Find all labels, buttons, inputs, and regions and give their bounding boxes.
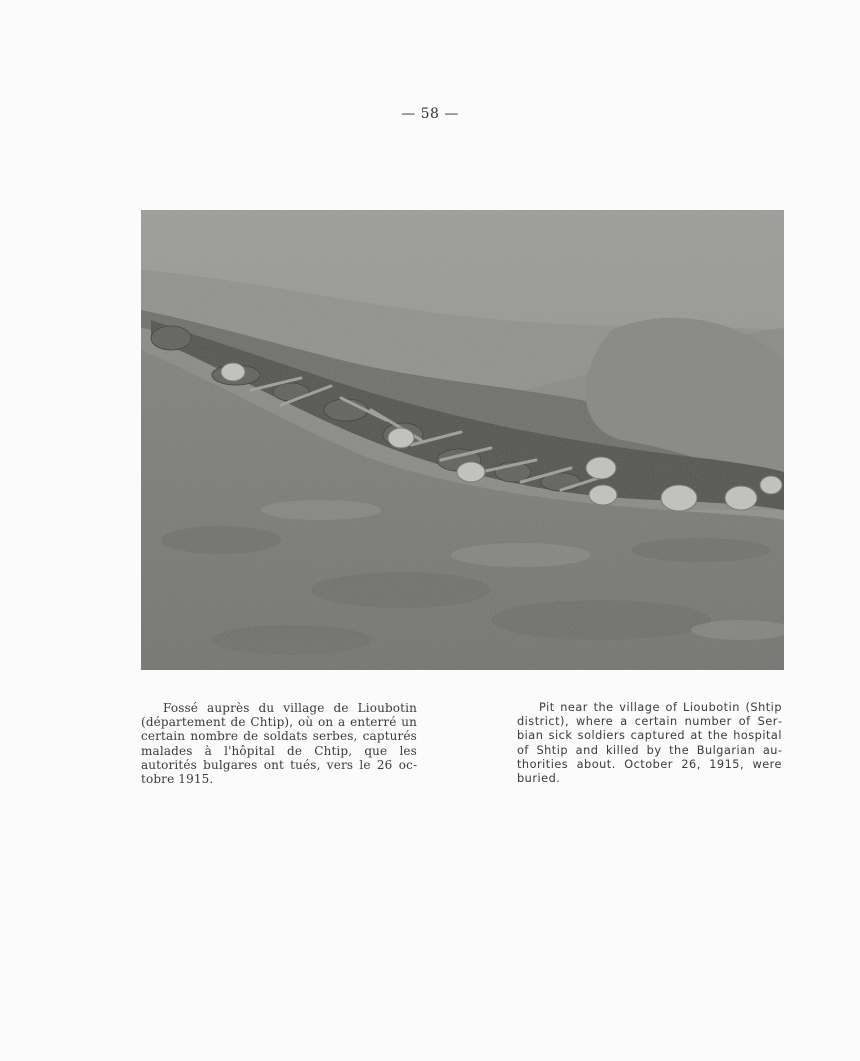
caption-english: Pit near the village of Lioubotin (Shtip district), where a certain number of Serbian sick soldiers captured at the hospital of Shtip and killed by the Bulgarian authorities about. October 26, 1915, were buried. [517, 701, 782, 786]
burial-pit-photo [141, 210, 784, 670]
caption-french: Fossé auprès du village de Lioubotin (département de Chtip), où on a enterré un certain nombre de soldats serbes, capturés malades à l'hôpital de Chtip, que les autorités bulgares ont tués, vers le 26 octobre 1915. [141, 701, 417, 787]
photograph [141, 210, 784, 670]
page-number: — 58 — [401, 106, 459, 122]
